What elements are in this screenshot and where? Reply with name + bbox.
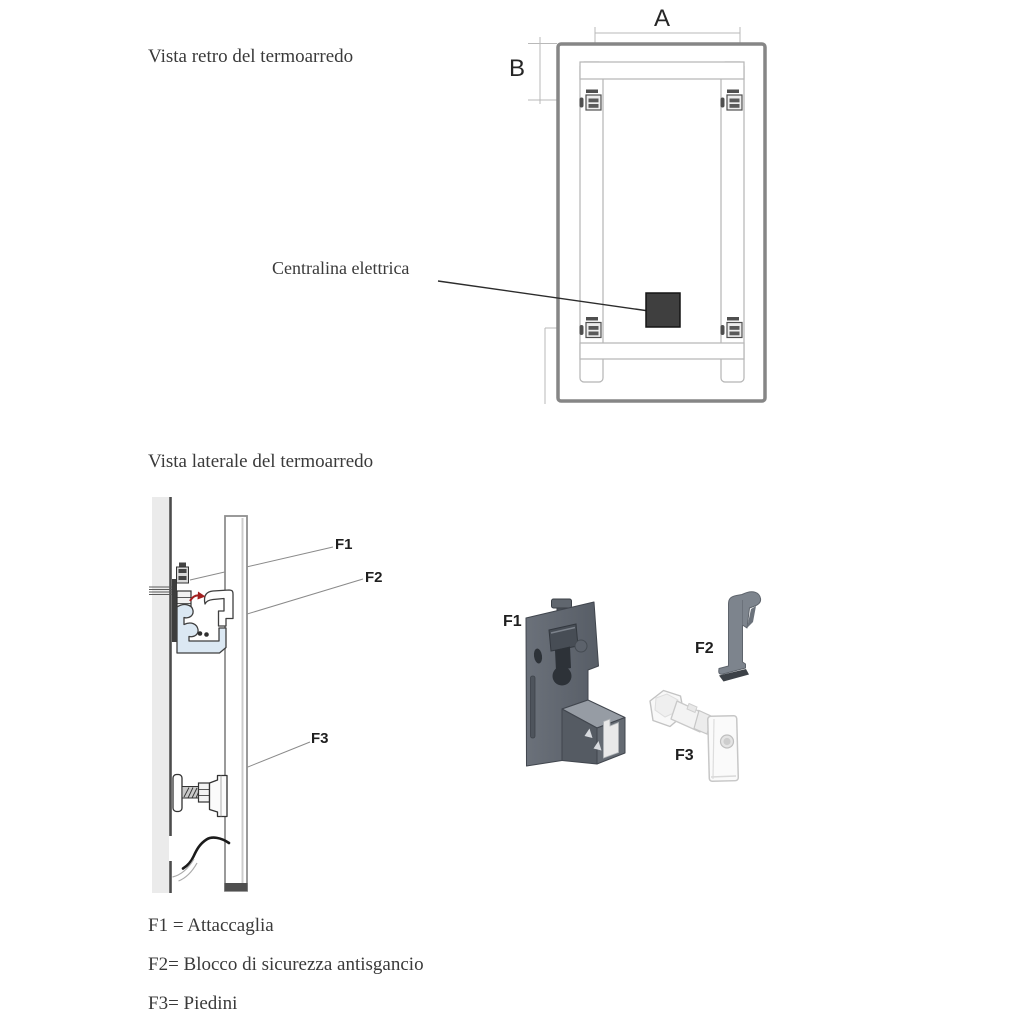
part-f1-groove bbox=[531, 676, 536, 738]
side-view-diagram bbox=[140, 490, 400, 900]
side-f3-label: F3 bbox=[311, 730, 329, 747]
legend-item-f1: F1 = Attaccaglia bbox=[148, 915, 274, 936]
bottom-collector bbox=[580, 343, 744, 359]
part-f1-3d bbox=[526, 599, 625, 766]
parts-3d-illustration bbox=[480, 580, 780, 805]
wall bbox=[152, 497, 169, 893]
side-f1-label: F1 bbox=[335, 536, 353, 553]
rivet-dot bbox=[198, 631, 203, 636]
tube-bottom-cap bbox=[225, 883, 248, 891]
top-collector bbox=[580, 62, 744, 79]
side-f2-label: F2 bbox=[365, 569, 383, 586]
part-f2-label: F2 bbox=[695, 640, 714, 657]
part-f1-emblem bbox=[575, 640, 587, 652]
screw-detail bbox=[179, 576, 187, 580]
part-f3-label: F3 bbox=[675, 747, 694, 764]
part-f3-bottom-shade bbox=[711, 776, 736, 777]
dimension-b-label: B bbox=[509, 55, 526, 82]
foot-nut bbox=[199, 783, 210, 802]
part-f3-hole-inner bbox=[723, 738, 730, 745]
part-f1-screw-head bbox=[552, 599, 572, 608]
mounting-plate bbox=[172, 579, 177, 642]
part-f2-body bbox=[719, 592, 761, 674]
part-f1-label: F1 bbox=[503, 613, 522, 630]
rear-view-diagram bbox=[420, 0, 790, 430]
part-f3-plate bbox=[708, 716, 739, 782]
rivet-dot bbox=[204, 632, 209, 637]
radiator-tube-side bbox=[225, 516, 247, 891]
rear-view-title: Vista retro del termoarredo bbox=[148, 46, 354, 67]
screw-cap bbox=[179, 563, 186, 568]
part-f1-keyhole bbox=[553, 667, 572, 686]
foot-wall-plate bbox=[173, 775, 182, 812]
side-leader-lines bbox=[190, 547, 363, 779]
legend-item-f3: F3= Piedini bbox=[148, 993, 238, 1014]
centralina-box bbox=[646, 293, 680, 327]
legend-item-f2: F2= Blocco di sicurezza antisgancio bbox=[148, 954, 424, 975]
screw-detail bbox=[179, 569, 187, 573]
part-f2-3d bbox=[719, 592, 761, 682]
side-view-title: Vista laterale del termoarredo bbox=[148, 451, 374, 472]
f3-foot-assembly bbox=[173, 775, 227, 817]
centralina-callout-label: Centralina elettrica bbox=[272, 258, 410, 278]
power-cable bbox=[183, 838, 229, 869]
dimension-a-label: A bbox=[654, 5, 671, 32]
foot-clamp bbox=[210, 776, 228, 817]
part-f3-3d bbox=[650, 691, 738, 782]
